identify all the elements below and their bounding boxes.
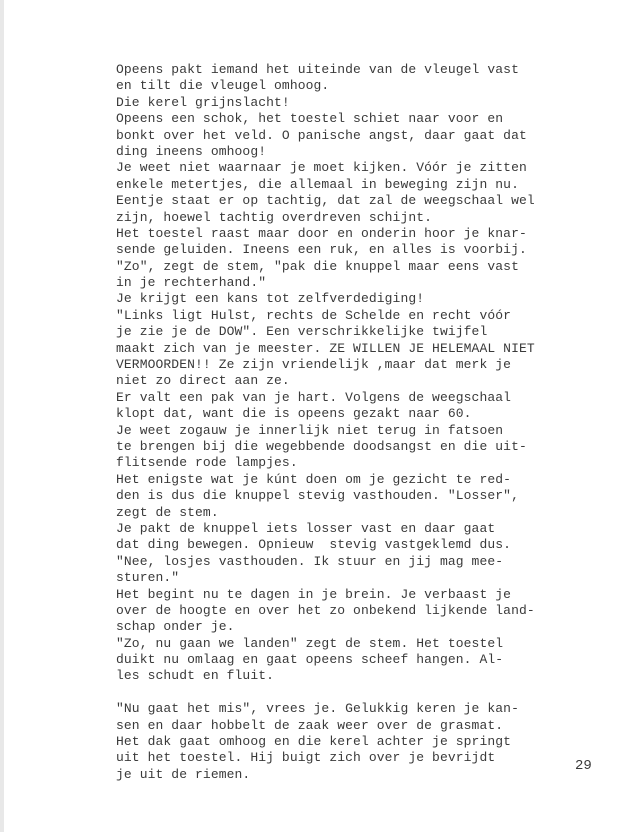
- text-line: uit het toestel. Hij buigt zich over je bevrijdt: [116, 750, 496, 766]
- text-line: Het enigste wat je kúnt doen om je gezicht te red-: [116, 471, 512, 487]
- text-line: en tilt die vleugel omhoog.: [116, 78, 330, 94]
- text-line: duikt nu omlaag en gaat opeens scheef hangen. Al-: [116, 652, 504, 668]
- text-line: VERMOORDEN!! Ze zijn vriendelijk ,maar dat merk je: [116, 357, 512, 373]
- text-line: ding ineens omhoog!: [116, 143, 267, 159]
- text-line: Je weet niet waarnaar je moet kijken. Vóór je zitten: [116, 160, 527, 176]
- text-line: [116, 685, 636, 701]
- text-line: "Links ligt Hulst, rechts de Schelde en recht vóór: [116, 307, 512, 323]
- text-line: Het toestel raast maar door en onderin hoor je knar-: [116, 225, 527, 241]
- text-line: bonkt over het veld. O panische angst, daar gaat dat: [116, 127, 527, 143]
- body-text: [116, 62, 636, 783]
- text-line: "Nee, losjes vasthouden. Ik stuur en jij mag mee-: [116, 553, 504, 569]
- text-line: "Zo, nu gaan we landen" zegt de stem. Het toestel: [116, 635, 504, 651]
- text-line: les schudt en fluit.: [116, 668, 275, 684]
- text-line: Je pakt de knuppel iets losser vast en daar gaat: [116, 520, 496, 536]
- text-line: Die kerel grijnslacht!: [116, 94, 290, 110]
- text-line: Opeens pakt iemand het uiteinde van de vleugel vast: [116, 62, 519, 77]
- text-line: sen en daar hobbelt de zaak weer over de grasmat.: [116, 717, 504, 733]
- text-line: in je rechterhand.": [116, 275, 267, 291]
- text-line: Het dak gaat omhoog en die kerel achter je springt: [116, 734, 512, 750]
- text-line: den is dus die knuppel stevig vasthouden. "Losser",: [116, 488, 519, 504]
- text-line: je uit de riemen.: [116, 766, 251, 782]
- text-line: je zie je de DOW". Een verschrikkelijke twijfel: [116, 324, 488, 340]
- text-line: maakt zich van je meester. ZE WILLEN JE HELEMAAL NIET: [116, 340, 535, 356]
- text-line: Het begint nu te dagen in je brein. Je verbaast je: [116, 586, 512, 602]
- text-line: Opeens een schok, het toestel schiet naar voor en: [116, 111, 504, 127]
- text-line: Eentje staat er op tachtig, dat zal de weegschaal wel: [116, 193, 535, 209]
- text-line: klopt dat, want die is opeens gezakt naar 60.: [116, 406, 472, 422]
- text-line: over de hoogte en over het zo onbekend lijkende land-: [116, 602, 535, 618]
- text-line: sende geluiden. Ineens een ruk, en alles is voorbij.: [116, 242, 527, 258]
- text-line: Je weet zogauw je innerlijk niet terug in fatsoen: [116, 422, 504, 438]
- text-line: enkele metertjes, die allemaal in beweging zijn nu.: [116, 176, 519, 192]
- page-edge: [0, 0, 4, 832]
- text-line: schap onder je.: [116, 619, 235, 635]
- text-line: dat ding bewegen. Opnieuw stevig vastgeklemd dus.: [116, 537, 512, 553]
- text-line: zijn, hoewel tachtig overdreven schijnt.: [116, 209, 433, 225]
- text-line: zegt de stem.: [116, 504, 219, 520]
- text-line: "Nu gaat het mis", vrees je. Gelukkig keren je kan-: [116, 701, 519, 717]
- text-line: flitsende rode lampjes.: [116, 455, 298, 471]
- text-line: niet zo direct aan ze.: [116, 373, 290, 389]
- text-line: "Zo", zegt de stem, "pak die knuppel maar eens vast: [116, 258, 519, 274]
- text-line: Er valt een pak van je hart. Volgens de weegschaal: [116, 389, 512, 405]
- text-line: te brengen bij die wegebbende doodsangst en die uit-: [116, 438, 527, 454]
- page-number: 29: [575, 758, 592, 774]
- text-line: Je krijgt een kans tot zelfverdediging!: [116, 291, 425, 307]
- text-line: sturen.": [116, 570, 180, 586]
